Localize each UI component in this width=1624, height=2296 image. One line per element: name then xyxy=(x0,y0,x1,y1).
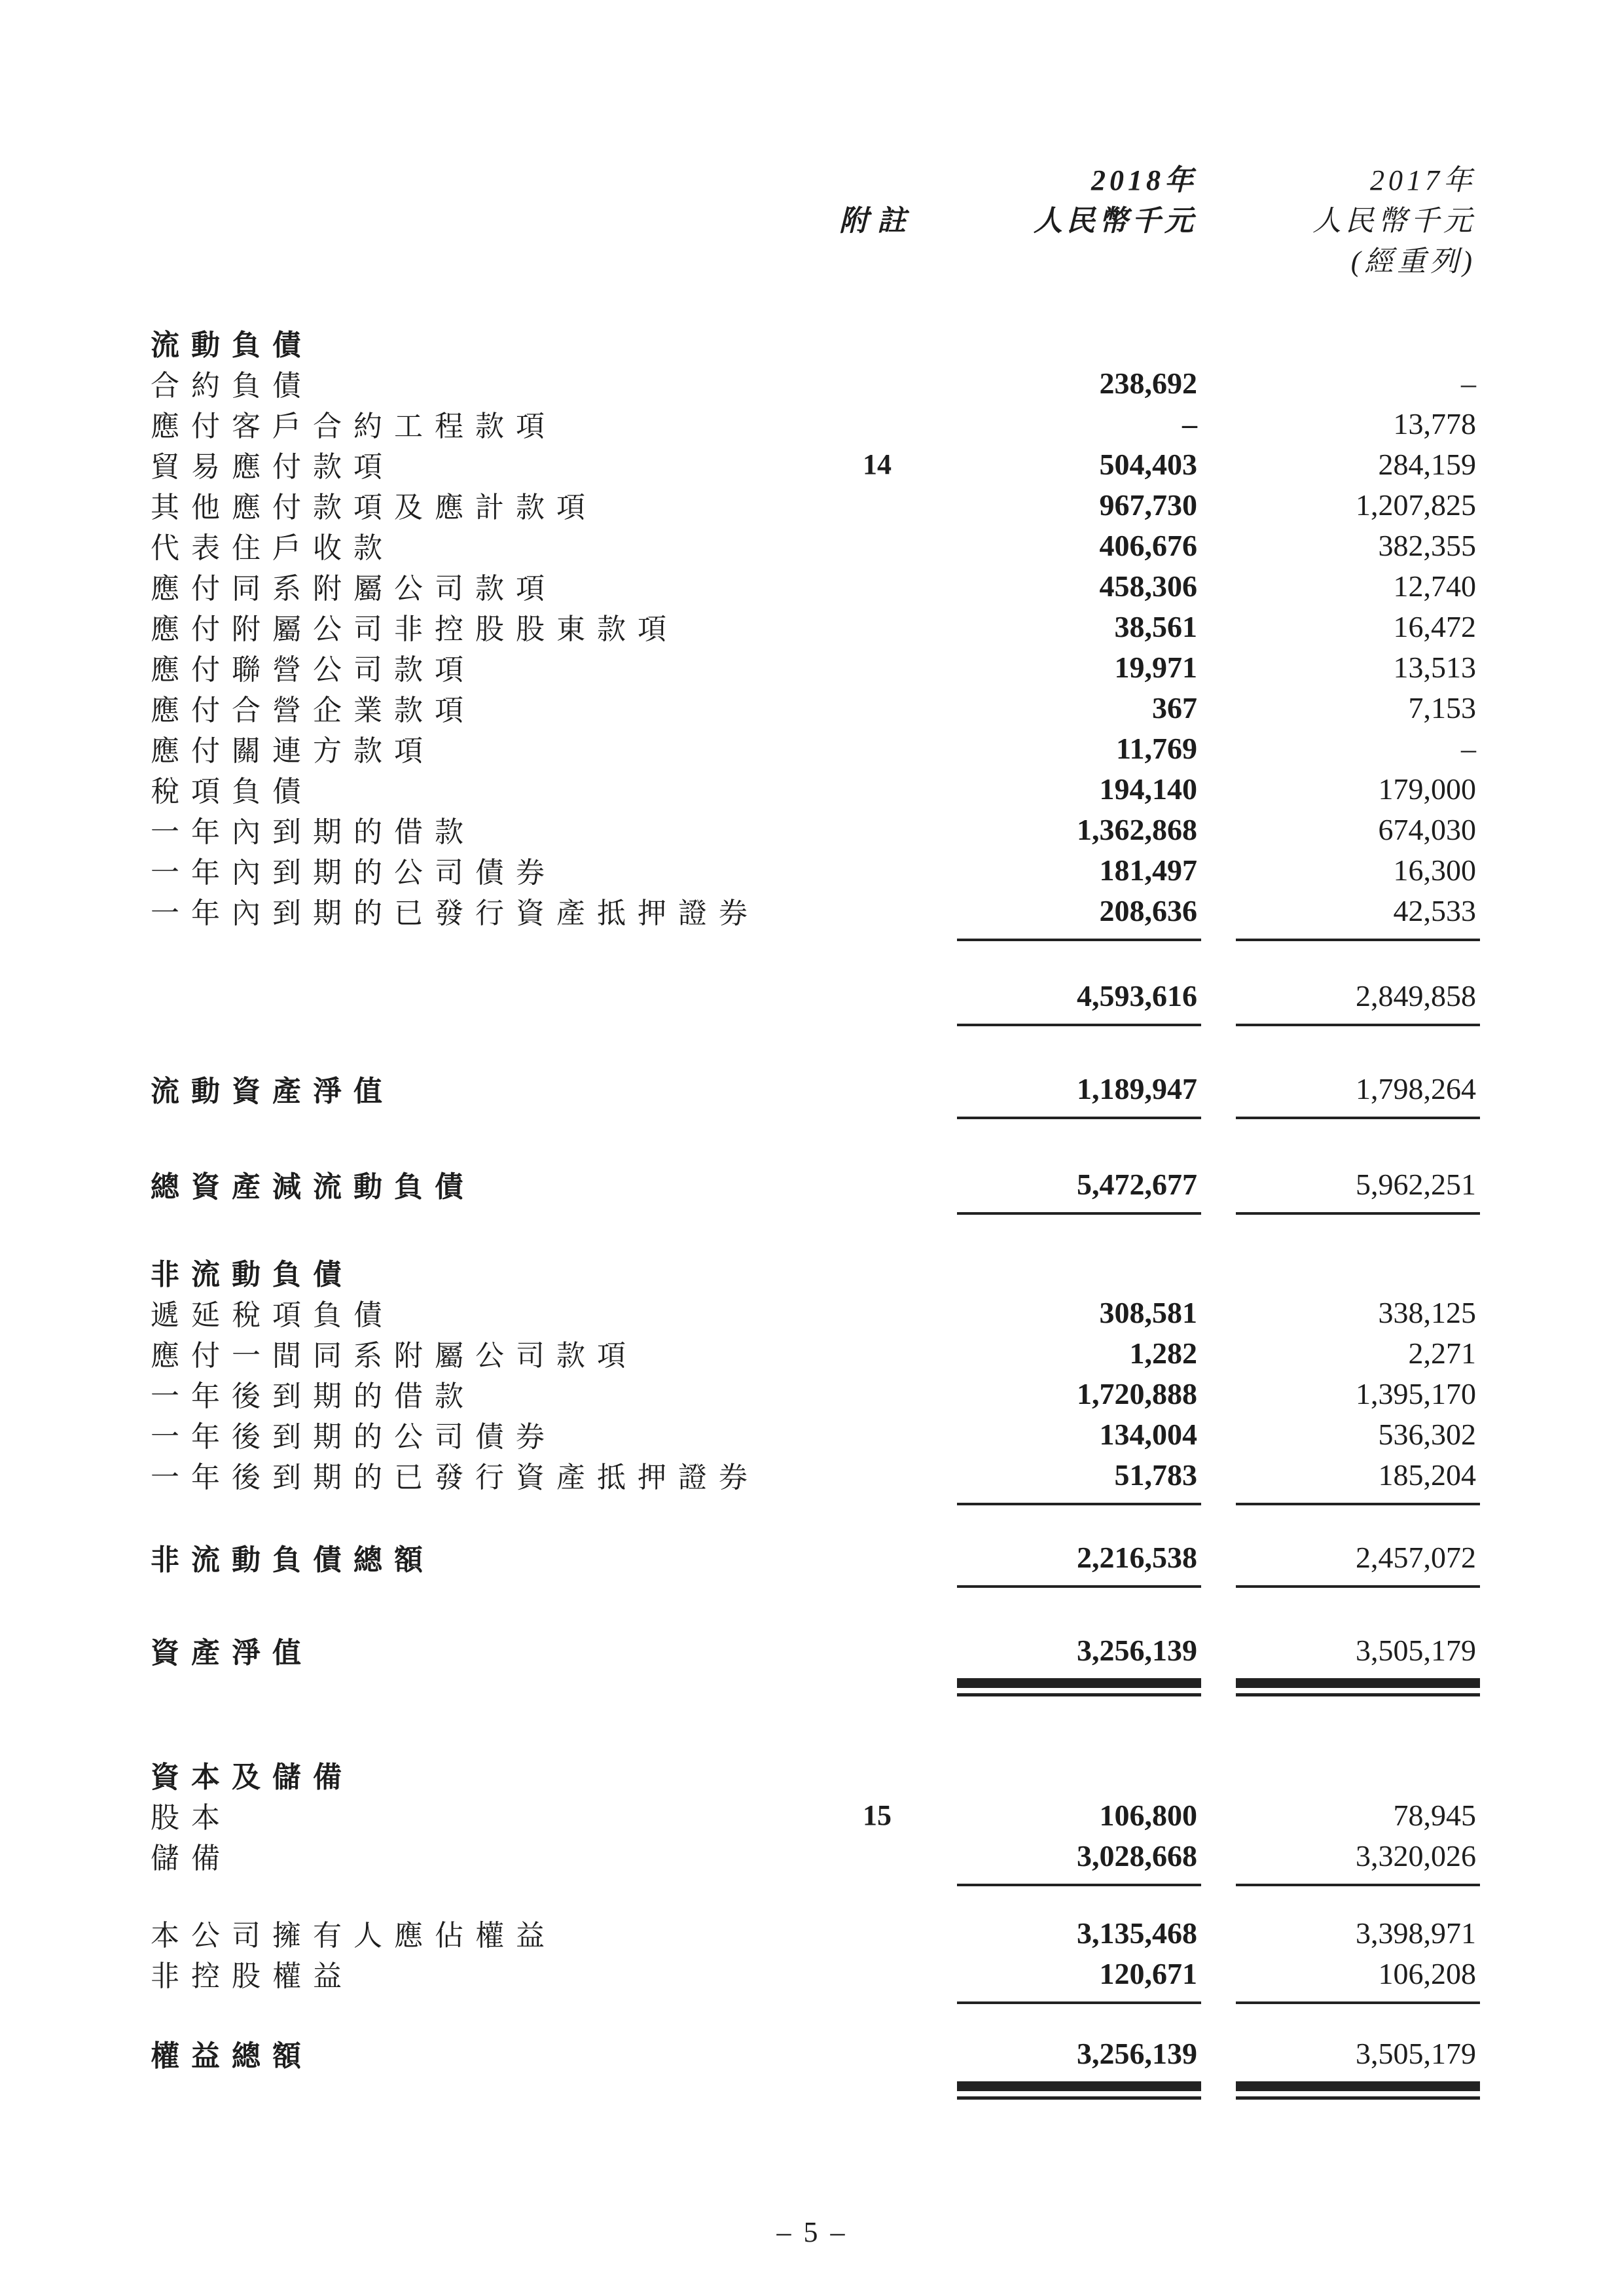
column-header-restated-2017: (經重列) xyxy=(1350,245,1476,278)
value-2018: 194,140 xyxy=(1099,772,1197,806)
total-row xyxy=(151,975,1480,1016)
value-2018: 504,403 xyxy=(1099,447,1197,481)
value-2017: 5,962,251 xyxy=(1356,1167,1476,1201)
table-row xyxy=(151,1953,1480,1994)
rule-2017 xyxy=(1236,1024,1480,1026)
table-row xyxy=(151,890,1480,931)
value-2018: 181,497 xyxy=(1099,853,1197,887)
rule-2018 xyxy=(957,1024,1201,1026)
rule-2017 xyxy=(1236,1503,1480,1505)
row-label: 應付附屬公司非控股股東款項 xyxy=(151,613,678,645)
row-label: 遞延稅項負債 xyxy=(151,1299,394,1331)
value-2018: – xyxy=(1182,406,1197,440)
value-2017: – xyxy=(1461,731,1476,765)
rule-2017 xyxy=(1236,1678,1480,1696)
single-rule xyxy=(151,1117,1480,1119)
value-2018: 134,004 xyxy=(1099,1417,1197,1451)
row-label: 本公司擁有人應佔權益 xyxy=(151,1920,556,1952)
value-2018: 11,769 xyxy=(1116,731,1197,765)
row-label: 應付關連方款項 xyxy=(151,735,435,767)
value-2017: 2,849,858 xyxy=(1356,978,1476,1013)
column-header-unit-2017: 人民幣千元 xyxy=(1312,205,1476,237)
value-2017: 674,030 xyxy=(1378,812,1476,846)
table-row xyxy=(151,484,1480,525)
rule-2017 xyxy=(1236,1212,1480,1215)
column-header-year-2017: 2017年 xyxy=(1370,164,1476,196)
row-label: 總資產減流動負債 xyxy=(151,1171,475,1203)
value-2017: 1,395,170 xyxy=(1356,1376,1476,1410)
value-2018: 967,730 xyxy=(1099,488,1197,522)
value-2017: 382,355 xyxy=(1378,528,1476,562)
column-unit-header-row xyxy=(151,198,1480,238)
note-reference: 15 xyxy=(863,1799,892,1831)
statement-rows xyxy=(151,322,1480,2100)
value-2017: 536,302 xyxy=(1378,1417,1476,1451)
value-2018: 3,256,139 xyxy=(1077,2036,1197,2070)
single-rule xyxy=(151,1585,1480,1588)
value-2017: 12,740 xyxy=(1393,569,1476,603)
total-row xyxy=(151,1630,1480,1670)
total-row xyxy=(151,1068,1480,1109)
single-rule xyxy=(151,939,1480,941)
table-row xyxy=(151,647,1480,687)
column-header-year-2018: 2018年 xyxy=(1091,164,1197,196)
value-2017: 7,153 xyxy=(1408,691,1476,725)
value-2018: 120,671 xyxy=(1099,1956,1197,1990)
value-2018: 238,692 xyxy=(1099,366,1197,400)
total-row xyxy=(151,1164,1480,1204)
total-row xyxy=(151,1537,1480,1577)
value-2017: 284,159 xyxy=(1378,447,1476,481)
row-label: 資產淨值 xyxy=(151,1637,313,1669)
value-2017: 78,945 xyxy=(1393,1798,1476,1832)
value-2017: 16,472 xyxy=(1393,609,1476,643)
row-label: 股本 xyxy=(151,1802,232,1834)
value-2017: 179,000 xyxy=(1378,772,1476,806)
value-2018: 3,135,468 xyxy=(1077,1916,1197,1950)
table-row xyxy=(151,1333,1480,1373)
value-2018: 3,028,668 xyxy=(1077,1839,1197,1873)
table-row xyxy=(151,1912,1480,1953)
row-label: 應付同系附屬公司款項 xyxy=(151,573,556,605)
value-2018: 406,676 xyxy=(1099,528,1197,562)
table-row xyxy=(151,363,1480,403)
row-label: 一年內到期的公司債券 xyxy=(151,857,556,889)
value-2018: 308,581 xyxy=(1099,1295,1197,1329)
table-row xyxy=(151,728,1480,768)
section-header-row xyxy=(151,1251,1480,1292)
row-label: 權益總額 xyxy=(151,2040,313,2072)
row-label: 應付一間同系附屬公司款項 xyxy=(151,1340,638,1372)
rule-2017 xyxy=(1236,1585,1480,1588)
section-header-row xyxy=(151,1754,1480,1795)
single-rule xyxy=(151,2001,1480,2004)
value-2017: 16,300 xyxy=(1393,853,1476,887)
table-row xyxy=(151,1292,1480,1333)
single-rule xyxy=(151,1212,1480,1215)
rule-2018 xyxy=(957,2081,1201,2100)
table-row xyxy=(151,1795,1480,1835)
rule-2018 xyxy=(957,1678,1201,1696)
value-2018: 1,282 xyxy=(1129,1336,1197,1370)
rule-2017 xyxy=(1236,1884,1480,1886)
value-2018: 208,636 xyxy=(1099,893,1197,927)
column-year-header-row xyxy=(151,157,1480,198)
rule-2017 xyxy=(1236,939,1480,941)
row-label: 一年內到期的借款 xyxy=(151,816,475,848)
total-row xyxy=(151,2033,1480,2073)
value-2018: 51,783 xyxy=(1114,1458,1197,1492)
rule-2018 xyxy=(957,1212,1201,1215)
single-rule xyxy=(151,1503,1480,1505)
rule-2018 xyxy=(957,1585,1201,1588)
row-label: 資本及儲備 xyxy=(151,1761,353,1793)
table-row xyxy=(151,768,1480,809)
restated-header-row xyxy=(151,238,1480,279)
row-label: 非控股權益 xyxy=(151,1960,353,1992)
table-row xyxy=(151,403,1480,444)
row-label: 應付聯營公司款項 xyxy=(151,654,475,686)
row-label: 一年後到期的借款 xyxy=(151,1380,475,1412)
page-number: – 5 – xyxy=(776,2216,848,2248)
table-row xyxy=(151,565,1480,606)
value-2017: 106,208 xyxy=(1378,1956,1476,1990)
rule-2018 xyxy=(957,1884,1201,1886)
column-header-note: 附註 xyxy=(839,205,915,237)
table-row xyxy=(151,1414,1480,1454)
row-label: 一年後到期的公司債券 xyxy=(151,1421,556,1453)
value-2017: 1,798,264 xyxy=(1356,1071,1476,1105)
value-2017: – xyxy=(1461,366,1476,400)
value-2018: 106,800 xyxy=(1099,1798,1197,1832)
value-2017: 13,778 xyxy=(1393,406,1476,440)
value-2017: 1,207,825 xyxy=(1356,488,1476,522)
rule-2018 xyxy=(957,939,1201,941)
value-2017: 3,398,971 xyxy=(1356,1916,1476,1950)
note-reference: 14 xyxy=(863,448,892,480)
table-row xyxy=(151,1373,1480,1414)
table-row xyxy=(151,1454,1480,1495)
row-label: 一年內到期的已發行資產抵押證券 xyxy=(151,897,759,929)
rule-2018 xyxy=(957,2001,1201,2004)
double-rule xyxy=(151,2081,1480,2100)
value-2017: 42,533 xyxy=(1393,893,1476,927)
column-header-unit-2018: 人民幣千元 xyxy=(1034,205,1197,237)
row-label: 非流動負債 xyxy=(151,1259,353,1291)
value-2017: 2,457,072 xyxy=(1356,1540,1476,1574)
value-2018: 458,306 xyxy=(1099,569,1197,603)
rule-2017 xyxy=(1236,2081,1480,2100)
single-rule xyxy=(151,1024,1480,1026)
value-2018: 1,362,868 xyxy=(1077,812,1197,846)
value-2017: 2,271 xyxy=(1408,1336,1476,1370)
value-2018: 1,720,888 xyxy=(1077,1376,1197,1410)
single-rule xyxy=(151,1884,1480,1886)
row-label: 合約負債 xyxy=(151,370,313,402)
table-row xyxy=(151,850,1480,890)
row-label: 非流動負債總額 xyxy=(151,1544,435,1576)
rule-2018 xyxy=(957,1117,1201,1119)
table-row xyxy=(151,687,1480,728)
row-label: 代表住戶收款 xyxy=(151,532,394,564)
table-row xyxy=(151,444,1480,484)
value-2018: 2,216,538 xyxy=(1077,1540,1197,1574)
value-2017: 338,125 xyxy=(1378,1295,1476,1329)
table-row xyxy=(151,606,1480,647)
rule-2018 xyxy=(957,1503,1201,1505)
double-rule xyxy=(151,1678,1480,1696)
rule-2017 xyxy=(1236,1117,1480,1119)
value-2018: 367 xyxy=(1152,691,1197,725)
row-label: 應付合營企業款項 xyxy=(151,694,475,726)
row-label: 應付客戶合約工程款項 xyxy=(151,410,556,442)
statement-table xyxy=(151,0,1480,2100)
row-label: 其他應付款項及應計款項 xyxy=(151,492,597,524)
value-2018: 38,561 xyxy=(1114,609,1197,643)
value-2018: 19,971 xyxy=(1114,650,1197,684)
table-row xyxy=(151,525,1480,565)
row-label: 儲備 xyxy=(151,1842,232,1874)
value-2018: 1,189,947 xyxy=(1077,1071,1197,1105)
row-label: 流動資產淨值 xyxy=(151,1075,394,1107)
table-row xyxy=(151,809,1480,850)
value-2017: 3,505,179 xyxy=(1356,1633,1476,1667)
row-label: 一年後到期的已發行資產抵押證券 xyxy=(151,1462,759,1494)
value-2018: 5,472,677 xyxy=(1077,1167,1197,1201)
row-label: 貿易應付款項 xyxy=(151,451,394,483)
value-2017: 3,320,026 xyxy=(1356,1839,1476,1873)
section-header-row xyxy=(151,322,1480,363)
table-row xyxy=(151,1835,1480,1876)
value-2017: 185,204 xyxy=(1378,1458,1476,1492)
rule-2017 xyxy=(1236,2001,1480,2004)
row-label: 稅項負債 xyxy=(151,776,313,808)
value-2018: 4,593,616 xyxy=(1077,978,1197,1013)
value-2017: 13,513 xyxy=(1393,650,1476,684)
value-2017: 3,505,179 xyxy=(1356,2036,1476,2070)
value-2018: 3,256,139 xyxy=(1077,1633,1197,1667)
row-label: 流動負債 xyxy=(151,329,313,361)
